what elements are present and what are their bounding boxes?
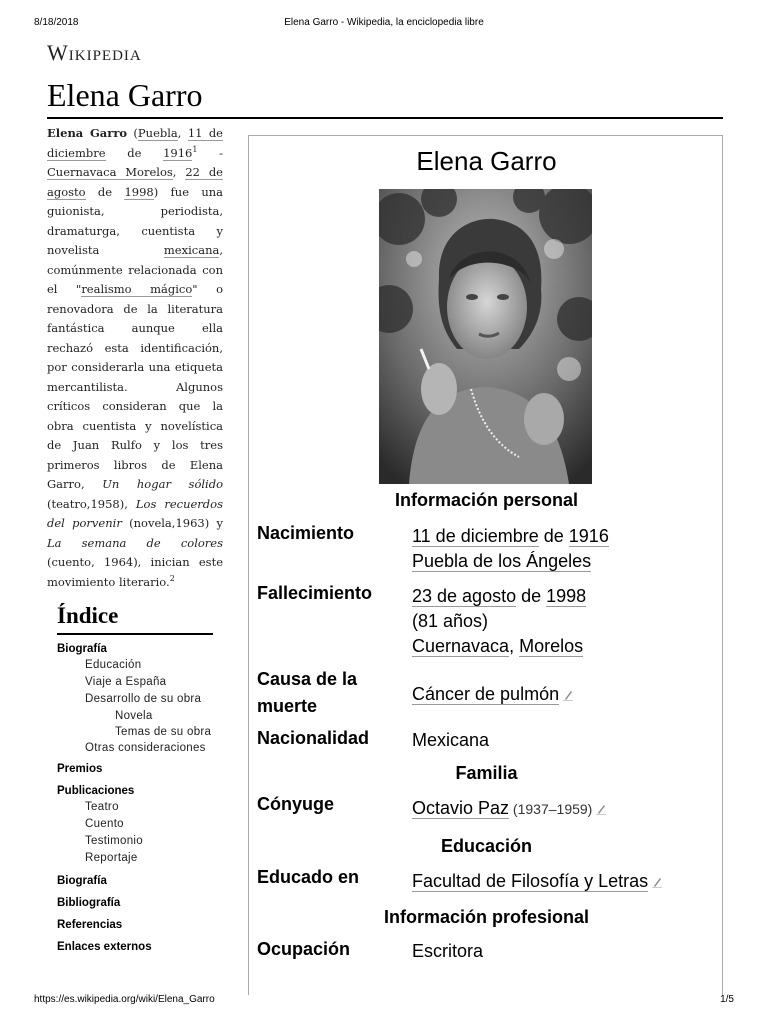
section-educacion: Educación bbox=[440, 836, 533, 856]
value-text: de bbox=[538, 526, 569, 546]
lead-text: , bbox=[172, 165, 186, 179]
lead-text: - bbox=[197, 145, 223, 160]
print-page-number: 1/5 bbox=[720, 994, 734, 1005]
lead-text: ( bbox=[127, 126, 138, 140]
link-death-day[interactable]: 22 de agosto bbox=[47, 165, 223, 199]
print-footer bbox=[0, 994, 768, 1008]
link-morelos[interactable]: Morelos bbox=[519, 636, 584, 656]
link-octavio-paz[interactable]: Octavio Paz bbox=[412, 798, 510, 818]
toc-item-reportaje[interactable]: Reportaje bbox=[85, 852, 138, 864]
link-cancer-de-pulmon[interactable]: Cáncer de pulmón bbox=[412, 684, 560, 704]
lead-text: (novela,1963) y bbox=[121, 516, 224, 530]
toc-title: Índice bbox=[57, 603, 213, 635]
link-death-year[interactable]: 1998 bbox=[124, 184, 154, 199]
toc-item-referencias[interactable]: Referencias bbox=[57, 919, 123, 931]
toc-item-cuento[interactable]: Cuento bbox=[85, 818, 124, 830]
link-puebla[interactable]: Puebla bbox=[137, 126, 178, 140]
toc-item-temas-obra[interactable]: Temas de su obra bbox=[115, 726, 212, 738]
value-text: de bbox=[516, 586, 547, 606]
print-header bbox=[0, 17, 768, 31]
toc-item-desarrollo-obra[interactable]: Desarrollo de su obra bbox=[85, 693, 202, 705]
value-conyuge bbox=[412, 796, 717, 822]
label-ocupacion: Ocupación bbox=[257, 939, 351, 959]
print-doc-title: Elena Garro - Wikipedia, la enciclopedia libre bbox=[284, 17, 484, 28]
title-divider bbox=[47, 117, 723, 119]
lead-paragraph bbox=[47, 124, 223, 592]
value-educado-en bbox=[412, 869, 717, 894]
value-nacimiento bbox=[412, 524, 717, 574]
value-edad: (81 años) bbox=[412, 611, 489, 631]
label-conyuge: Cónyuge bbox=[257, 794, 335, 814]
print-date: 8/18/2018 bbox=[34, 17, 79, 28]
toc-item-educacion[interactable]: Educación bbox=[85, 659, 142, 671]
infobox bbox=[248, 135, 723, 995]
portrait-photo-graphic bbox=[379, 189, 592, 484]
label-causa-muerte: Causa de la muerte bbox=[257, 669, 358, 716]
toc-item-otras-consideraciones[interactable]: Otras consideraciones bbox=[85, 742, 206, 754]
book-la-semana-de-colores: La semana de colores bbox=[47, 535, 223, 550]
toc-item-bibliografia[interactable]: Bibliografía bbox=[57, 897, 121, 909]
value-ocupacion: Escritora bbox=[412, 941, 484, 961]
link-nacimiento-anio[interactable]: 1916 bbox=[568, 526, 609, 546]
lead-text: (teatro,1958), bbox=[47, 496, 136, 511]
lead-text: , comúnmente relacionada con el " bbox=[47, 243, 223, 296]
label-nacionalidad: Nacionalidad bbox=[257, 728, 370, 748]
wikipedia-logo[interactable]: Wikipedia bbox=[47, 40, 142, 65]
toc-item-biografia[interactable]: Biografía bbox=[57, 643, 107, 655]
link-mexicana[interactable]: mexicana bbox=[163, 243, 220, 257]
toc-item-viaje-espana[interactable]: Viaje a España bbox=[85, 676, 167, 688]
footnote-2[interactable]: 2 bbox=[169, 573, 175, 583]
link-cuernavaca-infobox[interactable]: Cuernavaca bbox=[412, 636, 510, 656]
lead-text: , bbox=[177, 126, 188, 140]
value-fallecimiento bbox=[412, 584, 717, 659]
toc-item-publicaciones[interactable]: Publicaciones bbox=[57, 785, 135, 797]
toc-item-novela[interactable]: Novela bbox=[115, 710, 153, 722]
toc-item-teatro[interactable]: Teatro bbox=[85, 801, 119, 813]
page-title: Elena Garro bbox=[47, 77, 203, 113]
value-conyuge-years: (1937–1959) bbox=[509, 801, 593, 817]
section-familia: Familia bbox=[455, 763, 518, 783]
edit-pencil-icon[interactable] bbox=[563, 689, 573, 701]
link-cuernavaca[interactable]: Cuernavaca Morelos bbox=[47, 165, 173, 179]
label-educado-en: Educado en bbox=[257, 867, 360, 887]
value-causa-muerte bbox=[412, 682, 717, 707]
label-nacimiento: Nacimiento bbox=[257, 523, 355, 543]
lead-text: " o renovadora de la literatura fantástica aunque ella rechazó esta identificación, por considerarla una etiqueta mercantilista. Algunos críticos consideran que la obra cuentista y novelística de Juan Rulfo y los tres primeros libros de Elena Garro, bbox=[47, 282, 223, 491]
lead-name: Elena Garro bbox=[47, 126, 128, 140]
portrait-photo[interactable] bbox=[379, 189, 592, 484]
toc-item-premios[interactable]: Premios bbox=[57, 763, 103, 775]
table-of-contents bbox=[57, 603, 213, 955]
label-fallecimiento: Fallecimiento bbox=[257, 583, 373, 603]
infobox-title: Elena Garro bbox=[416, 146, 557, 176]
section-informacion-personal: Información personal bbox=[394, 490, 579, 510]
print-url: https://es.wikipedia.org/wiki/Elena_Garro bbox=[34, 994, 215, 1005]
link-nacimiento-fecha[interactable]: 11 de diciembre bbox=[412, 526, 539, 546]
link-fallecimiento-fecha[interactable]: 23 de agosto bbox=[412, 586, 517, 606]
section-informacion-profesional: Información profesional bbox=[383, 907, 590, 927]
book-un-hogar-solido: Un hogar sólido bbox=[102, 477, 224, 491]
lead-text: de bbox=[105, 145, 164, 160]
lead-text: ) fue una guionista, periodista, dramaturga, cuentista y novelista bbox=[47, 184, 224, 257]
link-puebla-de-los-angeles[interactable]: Puebla de los Ángeles bbox=[412, 551, 592, 571]
link-fallecimiento-anio[interactable]: 1998 bbox=[546, 586, 587, 606]
value-nacionalidad: Mexicana bbox=[412, 730, 490, 750]
edit-pencil-icon[interactable] bbox=[596, 803, 606, 815]
value-text: , bbox=[509, 636, 520, 656]
lead-text: de bbox=[85, 184, 125, 199]
toc-item-biografia-2[interactable]: Biografía bbox=[57, 875, 107, 887]
edit-pencil-icon[interactable] bbox=[652, 876, 662, 888]
book-los-recuerdos-del-porvenir: Los recuerdos del porvenir bbox=[47, 496, 223, 530]
link-birth-year[interactable]: 1916 bbox=[163, 145, 193, 160]
toc-item-testimonio[interactable]: Testimonio bbox=[85, 835, 143, 847]
lead-text: (cuento, 1964), inician este movimiento literario. bbox=[47, 555, 223, 589]
toc-item-enlaces-externos[interactable]: Enlaces externos bbox=[57, 941, 152, 953]
link-realismo-magico[interactable]: realismo mágico bbox=[81, 282, 193, 296]
link-birth-day[interactable]: 11 de diciembre bbox=[47, 126, 223, 160]
footnote-1[interactable]: 1 bbox=[192, 144, 198, 154]
link-facultad-filosofia-letras[interactable]: Facultad de Filosofía y Letras bbox=[412, 871, 649, 891]
